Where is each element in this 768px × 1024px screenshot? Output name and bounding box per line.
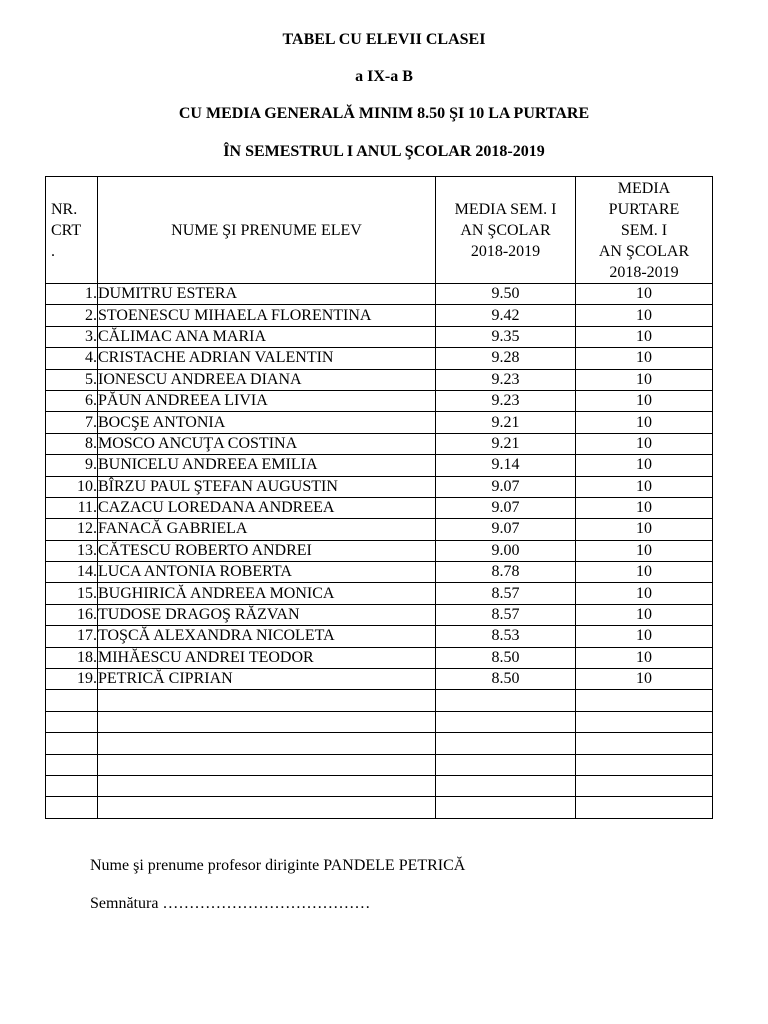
row-number: 1. xyxy=(46,284,98,305)
empty-cell xyxy=(436,754,576,775)
conduct-grade: 10 xyxy=(576,326,713,347)
table-row xyxy=(46,455,713,476)
table-row xyxy=(46,348,713,369)
student-name: CĂLIMAC ANA MARIA xyxy=(98,326,436,347)
semester-average: 9.21 xyxy=(436,412,576,433)
row-number: 5. xyxy=(46,369,98,390)
conduct-grade: 10 xyxy=(576,604,713,625)
empty-cell xyxy=(46,733,98,754)
table-row xyxy=(46,497,713,518)
empty-cell xyxy=(98,754,436,775)
table-row xyxy=(46,390,713,411)
header-name-text: NUME ŞI PRENUME ELEV xyxy=(171,221,362,239)
table-header-row xyxy=(46,177,713,284)
conduct-grade: 10 xyxy=(576,562,713,583)
conduct-grade: 10 xyxy=(576,390,713,411)
row-number: 16. xyxy=(46,604,98,625)
empty-cell xyxy=(46,690,98,711)
row-number: 18. xyxy=(46,647,98,668)
conduct-grade: 10 xyxy=(576,626,713,647)
student-name: BÎRZU PAUL ŞTEFAN AUGUSTIN xyxy=(98,476,436,497)
conduct-grade: 10 xyxy=(576,348,713,369)
student-name: IONESCU ANDREEA DIANA xyxy=(98,369,436,390)
table-row xyxy=(46,433,713,454)
empty-row xyxy=(46,754,713,775)
student-name: TOŞCĂ ALEXANDRA NICOLETA xyxy=(98,626,436,647)
header-nr-crt-text: NR. CRT . xyxy=(51,200,82,260)
conduct-grade: 10 xyxy=(576,519,713,540)
empty-cell xyxy=(98,797,436,818)
row-number: 9. xyxy=(46,455,98,476)
header-name xyxy=(98,177,436,284)
row-number: 17. xyxy=(46,626,98,647)
teacher-line: Nume şi prenume profesor diriginte PANDELE PETRICĂ xyxy=(90,857,466,874)
empty-row xyxy=(46,733,713,754)
semester-average: 9.07 xyxy=(436,497,576,518)
students-table xyxy=(45,176,713,819)
row-number: 12. xyxy=(46,519,98,540)
empty-cell xyxy=(98,690,436,711)
conduct-grade: 10 xyxy=(576,433,713,454)
row-number: 3. xyxy=(46,326,98,347)
document-title: TABEL CU ELEVII CLASEI xyxy=(282,31,486,48)
header-purtare-text: MEDIA PURTARE SEM. I AN ŞCOLAR 2018-2019 xyxy=(598,179,690,281)
conduct-grade: 10 xyxy=(576,305,713,326)
semester-average: 8.50 xyxy=(436,647,576,668)
semester-average: 9.00 xyxy=(436,540,576,561)
table-row xyxy=(46,519,713,540)
table-row xyxy=(46,647,713,668)
conduct-grade: 10 xyxy=(576,455,713,476)
empty-cell xyxy=(576,797,713,818)
empty-cell xyxy=(436,733,576,754)
empty-row xyxy=(46,711,713,732)
empty-cell xyxy=(46,754,98,775)
conduct-grade: 10 xyxy=(576,583,713,604)
header-media xyxy=(436,177,576,284)
table-row xyxy=(46,326,713,347)
conduct-grade: 10 xyxy=(576,476,713,497)
student-name: STOENESCU MIHAELA FLORENTINA xyxy=(98,305,436,326)
table-row xyxy=(46,669,713,690)
empty-cell xyxy=(436,690,576,711)
table-row xyxy=(46,284,713,305)
empty-cell xyxy=(436,711,576,732)
empty-row xyxy=(46,797,713,818)
table-row xyxy=(46,604,713,625)
semester-average: 8.53 xyxy=(436,626,576,647)
semester-average: 8.57 xyxy=(436,604,576,625)
semester-average: 8.50 xyxy=(436,669,576,690)
conduct-grade: 10 xyxy=(576,369,713,390)
table-row xyxy=(46,476,713,497)
semester-average: 9.28 xyxy=(436,348,576,369)
table-row xyxy=(46,562,713,583)
student-name: BUGHIRICĂ ANDREEA MONICA xyxy=(98,583,436,604)
semester-average: 8.57 xyxy=(436,583,576,604)
row-number: 7. xyxy=(46,412,98,433)
row-number: 4. xyxy=(46,348,98,369)
empty-row xyxy=(46,775,713,796)
semester-average: 9.23 xyxy=(436,369,576,390)
empty-cell xyxy=(46,775,98,796)
semester-average: 9.50 xyxy=(436,284,576,305)
student-name: LUCA ANTONIA ROBERTA xyxy=(98,562,436,583)
empty-cell xyxy=(98,733,436,754)
student-name: PĂUN ANDREEA LIVIA xyxy=(98,390,436,411)
header-media-text: MEDIA SEM. I AN ŞCOLAR 2018-2019 xyxy=(454,200,557,260)
empty-cell xyxy=(576,690,713,711)
table-row xyxy=(46,369,713,390)
student-name: TUDOSE DRAGOŞ RĂZVAN xyxy=(98,604,436,625)
semester-average: 9.42 xyxy=(436,305,576,326)
conduct-grade: 10 xyxy=(576,647,713,668)
semester-line: ÎN SEMESTRUL I ANUL ŞCOLAR 2018-2019 xyxy=(223,143,545,160)
table-row xyxy=(46,626,713,647)
row-number: 14. xyxy=(46,562,98,583)
row-number: 15. xyxy=(46,583,98,604)
row-number: 19. xyxy=(46,669,98,690)
empty-cell xyxy=(576,775,713,796)
student-name: FANACĂ GABRIELA xyxy=(98,519,436,540)
semester-average: 9.07 xyxy=(436,519,576,540)
semester-average: 9.23 xyxy=(436,390,576,411)
class-name: a IX-a B xyxy=(355,68,413,85)
header-nr-crt xyxy=(46,177,98,284)
row-number: 10. xyxy=(46,476,98,497)
empty-cell xyxy=(46,797,98,818)
table-row xyxy=(46,540,713,561)
table-row xyxy=(46,305,713,326)
conduct-grade: 10 xyxy=(576,497,713,518)
empty-row xyxy=(46,690,713,711)
student-name: MOSCO ANCUŢA COSTINA xyxy=(98,433,436,454)
signature-line: Semnătura ………………………………… xyxy=(90,895,371,912)
empty-cell xyxy=(98,711,436,732)
table-row xyxy=(46,412,713,433)
semester-average: 9.14 xyxy=(436,455,576,476)
header-purtare xyxy=(576,177,713,284)
semester-average: 9.07 xyxy=(436,476,576,497)
empty-cell xyxy=(576,733,713,754)
conduct-grade: 10 xyxy=(576,412,713,433)
empty-cell xyxy=(576,754,713,775)
student-name: CĂTESCU ROBERTO ANDREI xyxy=(98,540,436,561)
student-name: BUNICELU ANDREEA EMILIA xyxy=(98,455,436,476)
row-number: 11. xyxy=(46,497,98,518)
empty-cell xyxy=(576,711,713,732)
student-name: MIHĂESCU ANDREI TEODOR xyxy=(98,647,436,668)
student-name: CRISTACHE ADRIAN VALENTIN xyxy=(98,348,436,369)
semester-average: 8.78 xyxy=(436,562,576,583)
student-name: PETRICĂ CIPRIAN xyxy=(98,669,436,690)
table-body xyxy=(46,284,713,819)
student-name: BOCŞE ANTONIA xyxy=(98,412,436,433)
conduct-grade: 10 xyxy=(576,669,713,690)
table-row xyxy=(46,583,713,604)
row-number: 8. xyxy=(46,433,98,454)
empty-cell xyxy=(436,797,576,818)
empty-cell xyxy=(98,775,436,796)
empty-cell xyxy=(436,775,576,796)
student-name: CAZACU LOREDANA ANDREEA xyxy=(98,497,436,518)
row-number: 2. xyxy=(46,305,98,326)
empty-cell xyxy=(46,711,98,732)
conduct-grade: 10 xyxy=(576,284,713,305)
student-name: DUMITRU ESTERA xyxy=(98,284,436,305)
conduct-grade: 10 xyxy=(576,540,713,561)
semester-average: 9.21 xyxy=(436,433,576,454)
row-number: 6. xyxy=(46,390,98,411)
semester-average: 9.35 xyxy=(436,326,576,347)
criteria-line: CU MEDIA GENERALĂ MINIM 8.50 ŞI 10 LA PURTARE xyxy=(178,105,590,122)
row-number: 13. xyxy=(46,540,98,561)
